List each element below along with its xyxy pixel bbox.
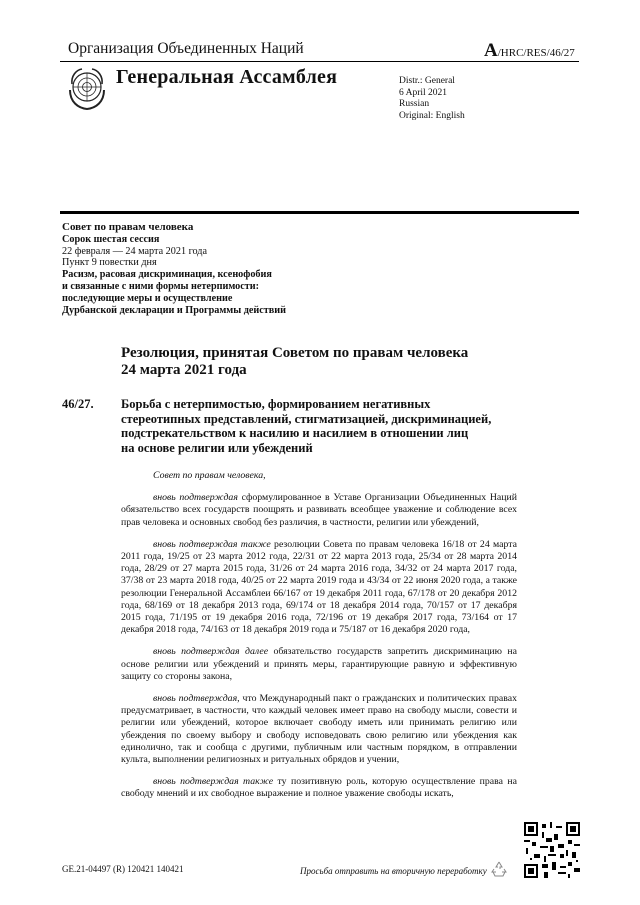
paragraph-lead: вновь подтверждая также <box>153 776 274 788</box>
document-code: GE.21-04497 (R) 120421 140421 <box>62 864 184 874</box>
agenda-item: Пункт 9 повестки дня <box>62 257 157 269</box>
preamble-paragraph <box>121 776 517 800</box>
distribution-info <box>399 76 465 122</box>
council-block <box>62 222 362 316</box>
subtitle-line: Борьба с нетерпимостью, формированием негативных <box>121 397 431 411</box>
section-rule <box>60 211 579 214</box>
agenda-topic-line: последующие меры и осуществление <box>62 292 233 304</box>
recycle-note: Просьба отправить на вторичную переработку <box>300 866 487 876</box>
paragraph-text: обязательство государств запретить дискриминацию на основе религии или убеждений и принять меры, гарантирующие равную и эффективную защиту со стороны закона, <box>121 646 517 682</box>
preamble-intro <box>121 470 517 482</box>
council-title: Совет по правам человека <box>62 221 194 233</box>
resolution-title-line: 24 марта 2021 года <box>121 362 247 378</box>
distribution-line: Original: English <box>399 110 465 121</box>
resolution-title <box>121 345 541 379</box>
resolution-number: 46/27. <box>62 397 94 411</box>
resolution-title-line: Резолюция, принятая Советом по правам человека <box>121 345 469 361</box>
symbol-letter: A <box>484 40 498 61</box>
preamble-paragraph <box>121 539 517 637</box>
distribution-line: 6 April 2021 <box>399 87 448 98</box>
paragraph-text: резолюции Совета по правам человека 16/18 от 24 марта 2011 года, 19/25 от 23 марта 2012 года, 22/31 от 22 марта 2013 года, 25/34 от 28 марта 2014 года, 28/29 от 27 марта 2015 года, 31/26 от 24 марта 2016 года, 34/32 от 24 марта 2017 года, 37/38 от 23 марта 2018 года, 40/25 от 22 марта 2019 года и 43/34 от 22 июня 2020 года, а также резолюции Генеральной Ассамблеи 66/167 от 19 декабря 2011 года, 67/178 от 20 декабря 2012 года, 68/169 от 18 декабря 2013 года, 69/174 от 18 декабря 2014 года, 70/157 от 17 декабря 2015 года, 71/195 от 19 декабря 2016 года, 72/196 от 19 декабря 2017 года, 73/164 от 17 декабря 2018 года, 74/163 от 18 декабря 2019 года и 75/187 от 16 декабря 2020 года, <box>121 538 517 636</box>
resolution-subtitle <box>121 397 521 455</box>
symbol-code: /HRC/RES/46/27 <box>497 47 575 59</box>
subtitle-line: подстрекательством к насилию и насилием в отношении лиц <box>121 426 469 440</box>
header-rule <box>60 61 579 62</box>
paragraph-text: что Международный пакт о гражданских и политических правах предусматривает, в частности, что каждый человек имеет право на свободу мысли, совести и религии или убеждений, которое включает свободу иметь или принимать религию или убеждения по своему выбору и свободу исповедовать свою религию или убеждения как единолично, так и сообща с другими, публичным или частным порядком, в отправлении культа, выполнении религиозных и ритуальных обрядов и учении, <box>121 693 517 766</box>
paragraph-text: ту позитивную роль, которую осуществление права на свободу мнений и их свободное выражение и полное уважение свободы искать, <box>121 776 518 800</box>
preamble-paragraph <box>121 492 517 529</box>
distribution-line: Distr.: General <box>399 76 455 86</box>
session-dates: 22 февраля — 24 марта 2021 года <box>62 245 208 257</box>
preamble-paragraph <box>121 646 517 683</box>
paragraph-lead: вновь подтверждая далее <box>153 646 269 658</box>
subtitle-line: стереотипных представлений, стигматизацией, дискриминацией, <box>121 411 492 426</box>
assembly-title: Генеральная Ассамблея <box>116 66 338 88</box>
paragraph-text: сформулированное в Уставе Организации Объединенных Наций обязательство всех государств поощрять и развивать всеобщее уважение и соблюдение всех прав человека и основных свобод без различия, в частности, религии или убеждений, <box>121 492 517 528</box>
intro-text: Совет по правам человека, <box>153 470 266 481</box>
paragraph-lead: вновь подтверждая, <box>153 693 240 705</box>
subtitle-line: на основе религии или убеждений <box>121 440 313 455</box>
document-symbol <box>484 40 575 62</box>
agenda-topic-line: Расизм, расовая дискриминация, ксенофобия <box>62 269 272 281</box>
resolution-body <box>121 470 517 811</box>
distribution-line: Russian <box>399 99 430 109</box>
agenda-topic-line: и связанные с ними формы нетерпимости: <box>62 280 260 292</box>
un-emblem-icon <box>64 66 110 112</box>
organization-name: Организация Объединенных Наций <box>68 40 304 57</box>
preamble-paragraph <box>121 693 517 766</box>
qr-code-icon <box>524 822 580 878</box>
agenda-topic-line: Дурбанской декларации и Программы действий <box>62 304 287 316</box>
paragraph-lead: вновь подтверждая <box>153 492 238 504</box>
recycle-icon <box>490 860 508 878</box>
session-label: Сорок шестая сессия <box>62 233 160 245</box>
paragraph-lead: вновь подтверждая также <box>153 538 271 550</box>
